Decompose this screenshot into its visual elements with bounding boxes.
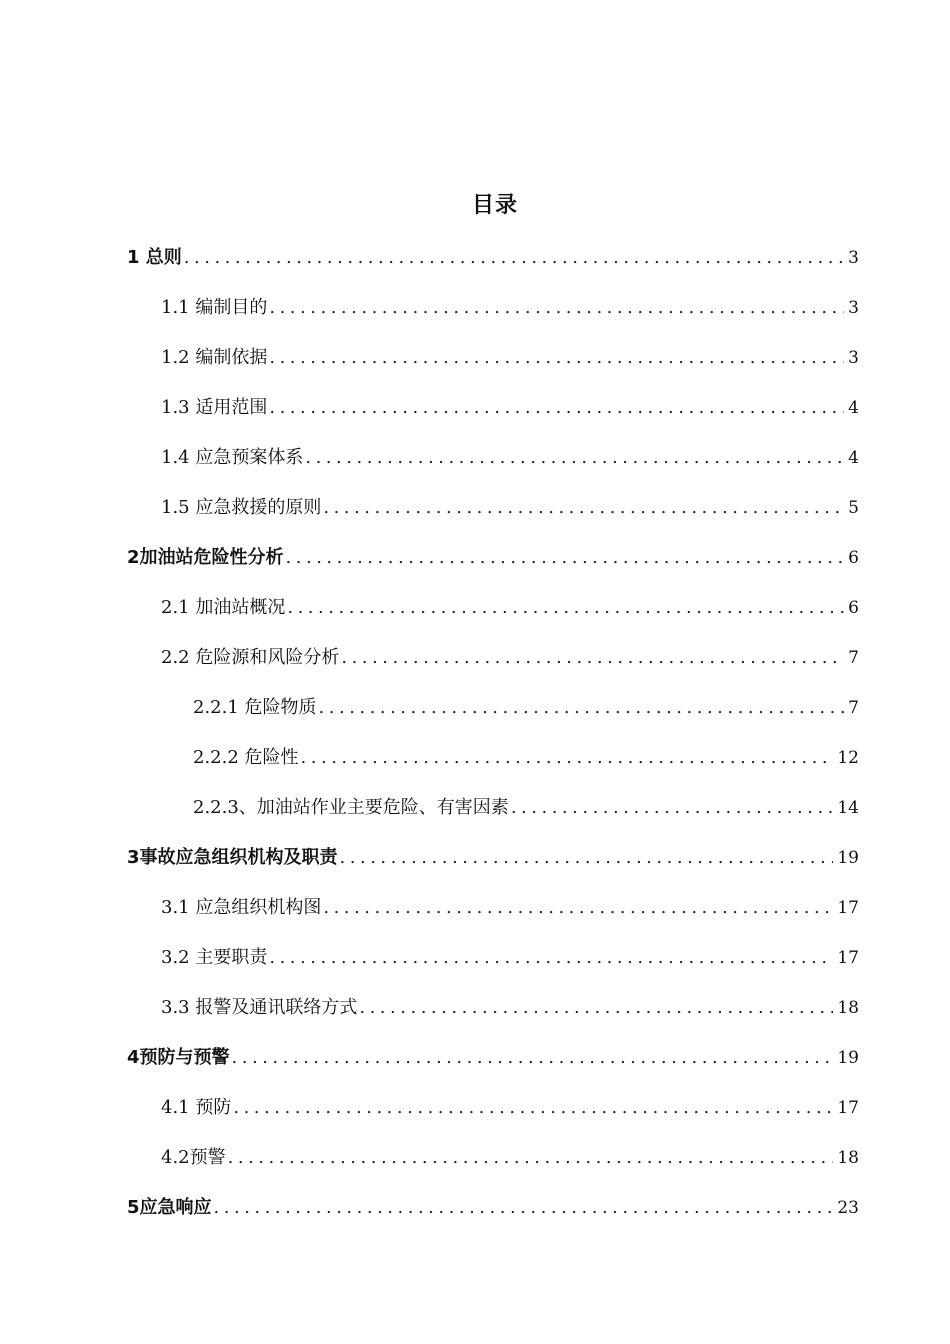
toc-entry-1[interactable]	[127, 243, 859, 273]
toc-entry-title: 3事故应急组织机构及职责	[127, 847, 338, 868]
dot-leader	[214, 1193, 834, 1223]
toc-entry-2-1[interactable]	[161, 593, 859, 623]
toc-entry-1-3[interactable]	[161, 393, 859, 423]
dot-leader	[269, 943, 833, 973]
toc-entry-title: 2.2 危险源和风险分析	[161, 647, 340, 668]
toc-entry-2-2-3[interactable]	[193, 793, 859, 823]
toc-entry-title: 5应急响应	[127, 1197, 212, 1218]
dot-leader	[359, 993, 833, 1023]
dot-leader	[319, 693, 845, 723]
toc-entry-page: 12	[837, 748, 859, 768]
toc-entry-page: 17	[837, 1098, 859, 1118]
toc-entry-title: 1.3 适用范围	[161, 397, 268, 418]
dot-leader	[340, 843, 834, 873]
toc-entry-1-4[interactable]	[161, 443, 859, 473]
toc-entry-3-3[interactable]	[161, 993, 859, 1023]
dot-leader	[323, 493, 844, 523]
toc-entry-page: 3	[848, 298, 859, 318]
dot-leader	[341, 643, 844, 673]
toc-entry-page: 19	[837, 848, 859, 868]
toc-entry-2-2-2[interactable]	[193, 743, 859, 773]
toc-entry-page: 7	[848, 698, 859, 718]
toc-entry-4[interactable]	[127, 1043, 859, 1073]
toc-entry-1-1[interactable]	[161, 293, 859, 323]
toc-entry-5[interactable]	[127, 1193, 859, 1223]
toc-entry-4-1[interactable]	[161, 1093, 859, 1123]
toc-entry-title: 2.2.2 危险性	[193, 747, 299, 768]
toc-entry-2-2-1[interactable]	[193, 693, 859, 723]
dot-leader	[232, 1043, 834, 1073]
toc-entry-title: 1.5 应急救援的原则	[161, 497, 322, 518]
dot-leader	[301, 743, 834, 773]
toc-entry-page: 7	[848, 648, 859, 668]
toc-entry-page: 17	[837, 948, 859, 968]
toc-entry-title: 4预防与预警	[127, 1047, 230, 1068]
toc-entry-title: 2.1 加油站概况	[161, 597, 286, 618]
toc-entry-title: 3.2 主要职责	[161, 947, 268, 968]
toc-entry-title: 1.1 编制目的	[161, 297, 268, 318]
dot-leader	[323, 893, 833, 923]
toc-entry-1-5[interactable]	[161, 493, 859, 523]
toc-entry-page: 19	[837, 1048, 859, 1068]
toc-entry-page: 5	[848, 498, 859, 518]
toc-title: 目录	[471, 193, 518, 218]
toc-entry-3-1[interactable]	[161, 893, 859, 923]
toc-entry-title: 4.2预警	[161, 1147, 226, 1168]
dot-leader	[511, 793, 834, 823]
toc-entry-title: 3.1 应急组织机构图	[161, 897, 322, 918]
toc-entry-1-2[interactable]	[161, 343, 859, 373]
toc-entry-4-2[interactable]	[161, 1143, 859, 1173]
toc-entry-page: 3	[848, 348, 859, 368]
toc-entry-title: 2.2.1 危险物质	[193, 697, 317, 718]
toc-entry-page: 3	[848, 248, 859, 268]
toc-entry-title: 2加油站危险性分析	[127, 547, 284, 568]
dot-leader	[228, 1143, 834, 1173]
toc-entry-title: 4.1 预防	[161, 1097, 232, 1118]
dot-leader	[269, 343, 844, 373]
toc-entry-page: 6	[848, 598, 859, 618]
toc-entry-title: 1 总则	[127, 247, 182, 268]
toc-entry-page: 18	[837, 1148, 859, 1168]
dot-leader	[305, 443, 844, 473]
toc-entry-page: 23	[837, 1198, 859, 1218]
toc-entry-title: 1.4 应急预案体系	[161, 447, 304, 468]
toc-entry-title: 3.3 报警及通讯联络方式	[161, 997, 358, 1018]
toc-entry-page: 4	[848, 448, 859, 468]
toc-entry-page: 14	[837, 798, 859, 818]
dot-leader	[269, 293, 844, 323]
toc-entry-2[interactable]	[127, 543, 859, 573]
dot-leader	[233, 1093, 833, 1123]
toc-entry-title: 1.2 编制依据	[161, 347, 268, 368]
toc-entry-3[interactable]	[127, 843, 859, 873]
toc-entry-page: 18	[837, 998, 859, 1018]
dot-leader	[269, 393, 844, 423]
toc-entry-page: 6	[848, 548, 859, 568]
toc-entry-2-2[interactable]	[161, 643, 859, 673]
dot-leader	[184, 243, 844, 273]
toc-entry-page: 17	[837, 898, 859, 918]
toc-entry-title: 2.2.3、加油站作业主要危险、有害因素	[193, 797, 509, 818]
toc-entry-3-2[interactable]	[161, 943, 859, 973]
dot-leader	[287, 593, 844, 623]
dot-leader	[286, 543, 845, 573]
toc-entry-page: 4	[848, 398, 859, 418]
